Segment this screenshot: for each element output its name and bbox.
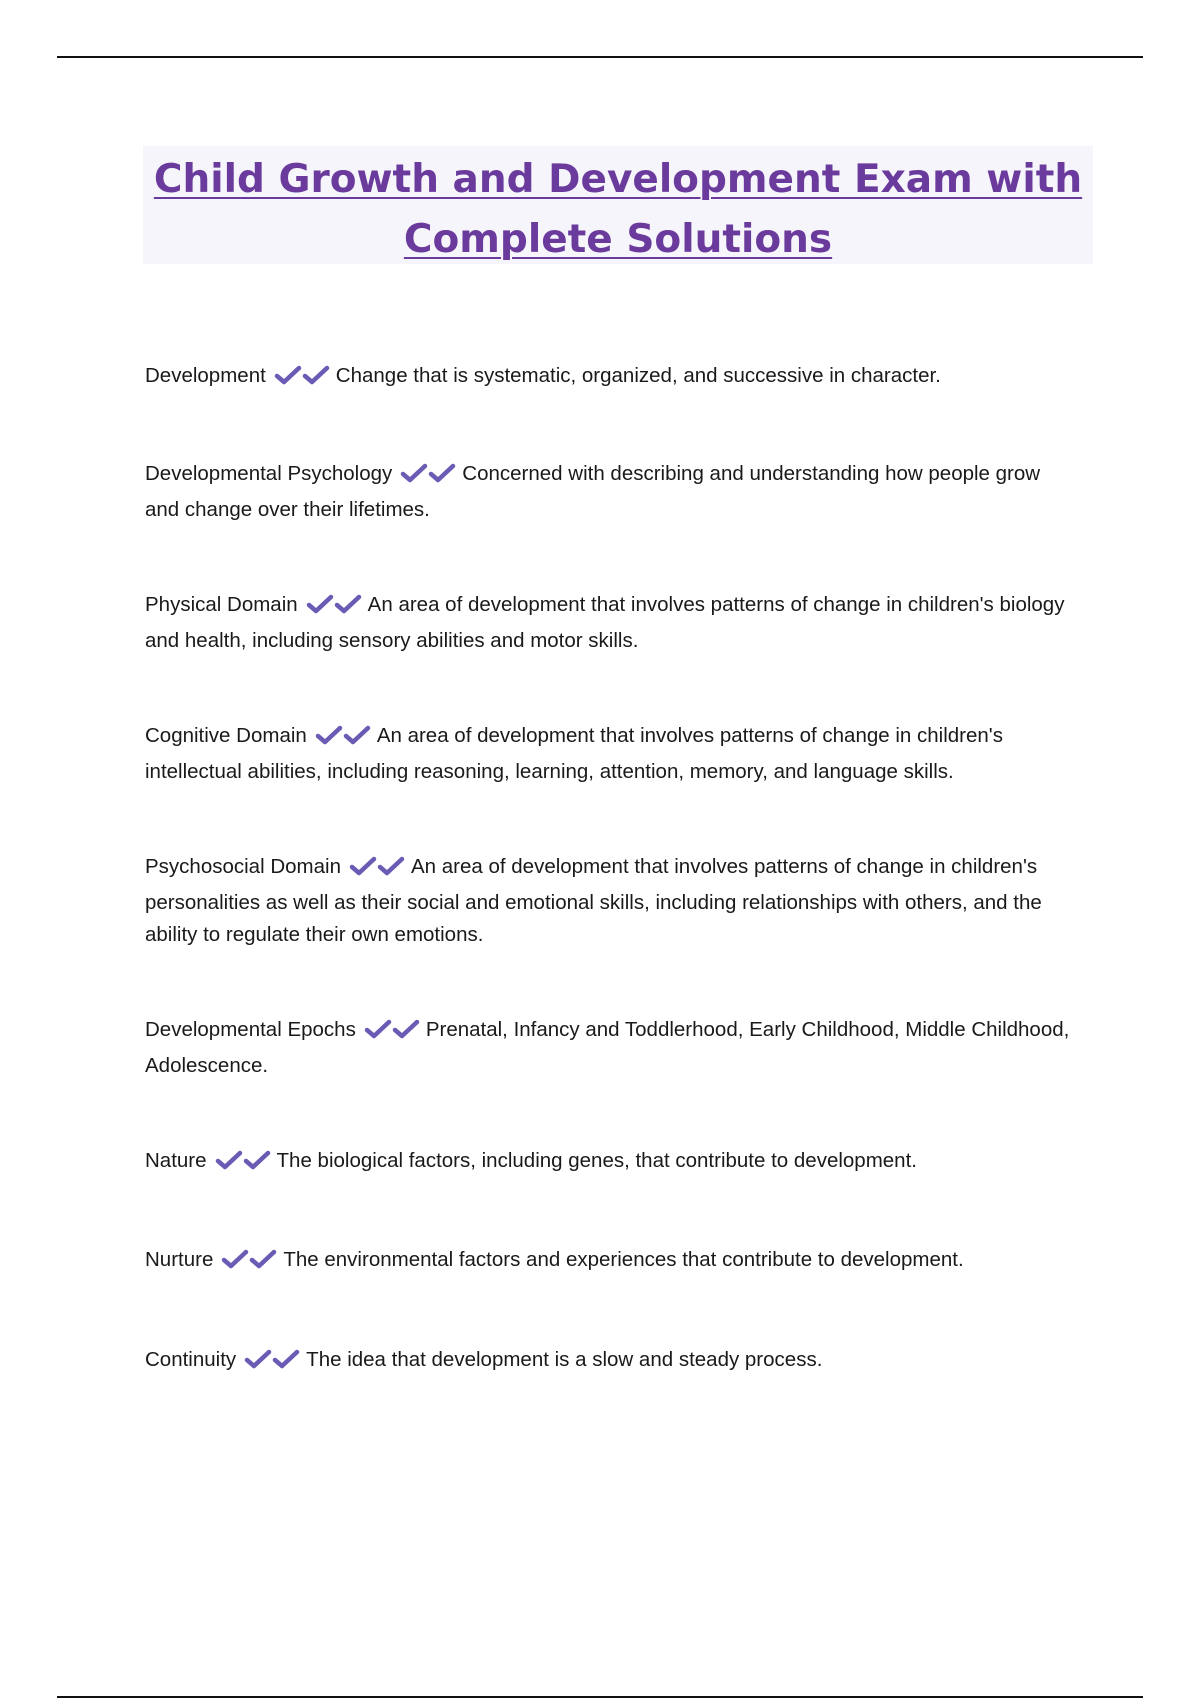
answer-checkmarks [364, 1018, 420, 1050]
answer-checkmarks [274, 364, 330, 396]
entry-definition: The environmental factors and experiences that contribute to development. [283, 1248, 964, 1271]
entry-term: Psychosocial Domain [145, 855, 341, 878]
check-icon [400, 462, 428, 484]
entry-definition: The idea that development is a slow and steady process. [306, 1348, 823, 1371]
qa-entry [145, 1014, 1070, 1082]
check-icon [221, 1248, 249, 1270]
top-rule [57, 56, 1143, 58]
entry-definition: The biological factors, including genes, that contribute to development. [276, 1149, 917, 1172]
check-icon [272, 1348, 300, 1370]
bottom-rule [57, 1696, 1143, 1698]
qa-entry [145, 360, 1070, 396]
check-icon [364, 1018, 392, 1040]
answer-checkmarks [215, 1149, 271, 1181]
entry-definition: Concerned with describing and understanding how people grow and change over their lifetimes. [145, 462, 1041, 521]
check-icon [377, 855, 405, 877]
qa-entry [145, 851, 1070, 951]
entry-definition: An area of development that involves patterns of change in children's biology and health, including sensory abilities and motor skills. [145, 593, 1065, 652]
entry-definition: An area of development that involves patterns of change in children's intellectual abilities, including reasoning, learning, attention, memory, and language skills. [145, 724, 1003, 783]
qa-entry [145, 720, 1070, 788]
check-icon [249, 1248, 277, 1270]
entry-definition: Change that is systematic, organized, and successive in character. [335, 364, 941, 387]
qa-entry [145, 1244, 1070, 1280]
check-icon [306, 593, 334, 615]
check-icon [274, 364, 302, 386]
check-icon [334, 593, 362, 615]
entry-term: Nature [145, 1149, 207, 1172]
title-line-1: Child Growth and Development Exam with [153, 157, 1083, 202]
title-line-2: Complete Solutions [403, 217, 833, 262]
check-icon [315, 724, 343, 746]
answer-checkmarks [221, 1248, 277, 1280]
entry-term: Developmental Epochs [145, 1018, 356, 1041]
check-icon [244, 1348, 272, 1370]
entry-definition: Prenatal, Infancy and Toddlerhood, Early Childhood, Middle Childhood, Adolescence. [145, 1018, 1070, 1077]
entry-term: Developmental Psychology [145, 462, 393, 485]
answer-checkmarks [244, 1348, 300, 1380]
qa-entry [145, 1344, 1070, 1380]
check-icon [392, 1018, 420, 1040]
check-icon [243, 1149, 271, 1171]
entry-term: Development [145, 364, 266, 387]
title-banner [143, 146, 1093, 264]
check-icon [302, 364, 330, 386]
answer-checkmarks [315, 724, 371, 756]
check-icon [428, 462, 456, 484]
entry-term: Physical Domain [145, 593, 298, 616]
qa-entry [145, 1145, 1070, 1181]
entry-term: Cognitive Domain [145, 724, 307, 747]
entry-definition: An area of development that involves patterns of change in children's personalities as well as their social and emotional skills, including relationships with others, and the ability to regulate their own emotions. [145, 855, 1042, 946]
answer-checkmarks [306, 593, 362, 625]
check-icon [215, 1149, 243, 1171]
document-title [143, 146, 1093, 270]
check-icon [349, 855, 377, 877]
entry-term: Nurture [145, 1248, 214, 1271]
qa-entry [145, 458, 1070, 526]
answer-checkmarks [400, 462, 456, 494]
entry-term: Continuity [145, 1348, 237, 1371]
check-icon [343, 724, 371, 746]
answer-checkmarks [349, 855, 405, 887]
qa-entry [145, 589, 1070, 657]
